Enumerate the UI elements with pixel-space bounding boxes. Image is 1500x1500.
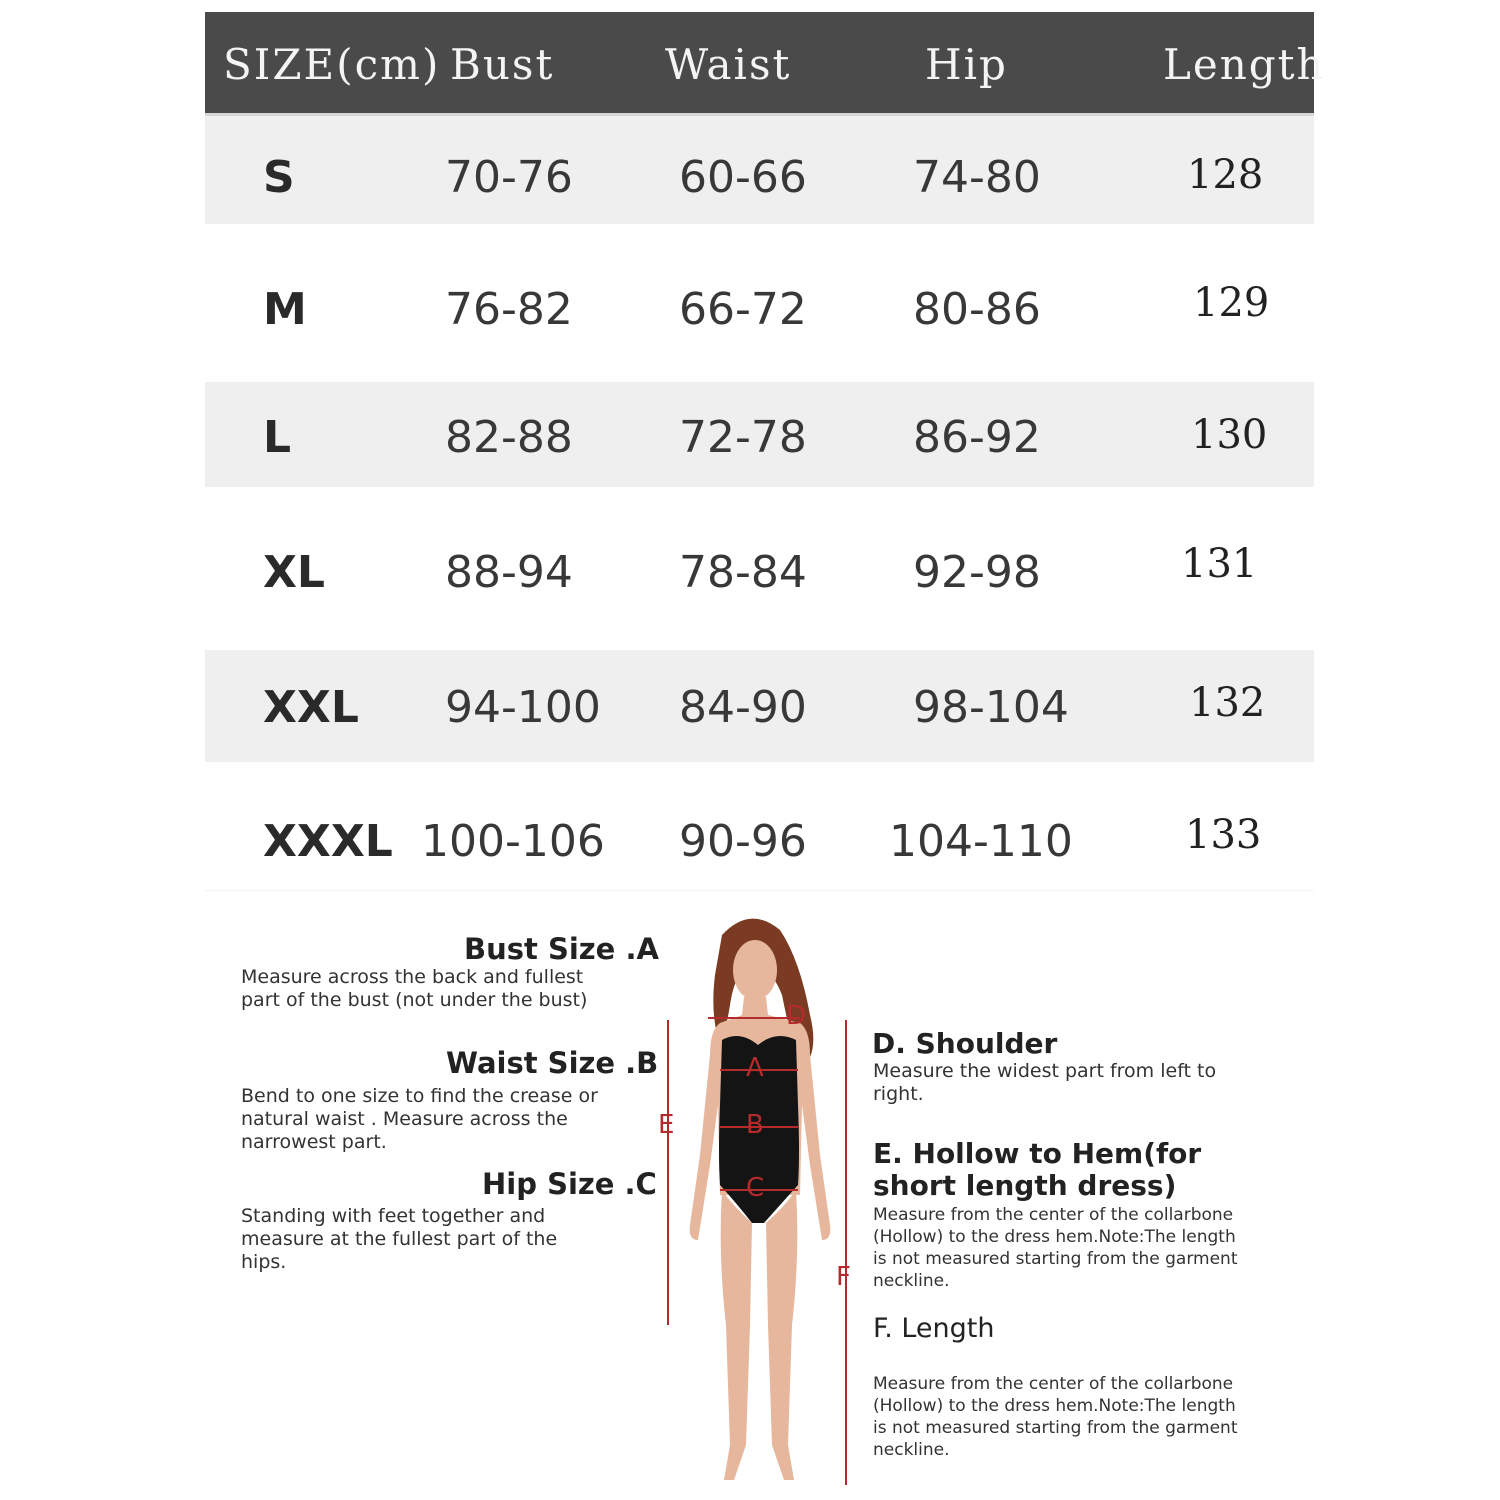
bust-cell: 88-94 [445, 547, 573, 598]
desc-line: Measure from the center of the collarbone [873, 1374, 1234, 1394]
size-cell: M [263, 284, 307, 335]
table-row [205, 487, 1314, 650]
bust-size-desc [241, 966, 587, 1012]
bust-cell: 100-106 [421, 816, 605, 867]
length-cell: 130 [1191, 412, 1268, 458]
bust-cell: 70-76 [445, 152, 573, 203]
length-cell: 131 [1181, 541, 1258, 587]
length-cell: 133 [1185, 812, 1262, 858]
title-line: short length dress) [873, 1169, 1177, 1202]
desc-line: right. [873, 1083, 924, 1105]
marker-c: C [746, 1173, 765, 1203]
table-row [205, 762, 1314, 891]
marker-f: F [836, 1262, 851, 1292]
desc-line: is not measured starting from the garment [873, 1249, 1238, 1269]
desc-line: hips. [241, 1251, 287, 1273]
desc-line: (Hollow) to the dress hem.Note:The length [873, 1396, 1236, 1416]
desc-line: Measure the widest part from left to [873, 1060, 1217, 1082]
shoulder-title: D. Shoulder [872, 1027, 1058, 1060]
desc-line: is not measured starting from the garment [873, 1418, 1238, 1438]
length-title: F. Length [873, 1313, 995, 1344]
waist-cell: 84-90 [679, 682, 807, 733]
table-row [205, 382, 1314, 487]
waist-cell: 72-78 [679, 412, 807, 463]
header-hip: Hip [925, 40, 1008, 89]
hollow-to-hem-desc [873, 1204, 1237, 1292]
hip-cell: 92-98 [913, 547, 1041, 598]
hip-cell: 104-110 [889, 816, 1073, 867]
header-size: SIZE(cm) [223, 40, 441, 89]
waist-size-desc [241, 1085, 598, 1154]
desc-line: Measure across the back and fullest [241, 966, 584, 988]
size-cell: S [263, 152, 295, 203]
bust-cell: 94-100 [445, 682, 601, 733]
desc-line: Measure from the center of the collarbone [873, 1205, 1234, 1225]
model-figure [660, 905, 860, 1495]
marker-e: E [658, 1110, 675, 1140]
header-length: Length [1163, 40, 1326, 89]
hip-cell: 80-86 [913, 284, 1041, 335]
waist-cell: 60-66 [679, 152, 807, 203]
desc-line: narrowest part. [241, 1131, 387, 1153]
desc-line: Bend to one size to find the crease or [241, 1085, 598, 1107]
table-row [205, 116, 1314, 224]
hip-size-desc [241, 1205, 557, 1274]
length-desc [873, 1373, 1237, 1461]
hip-size-title: Hip Size .C [482, 1167, 657, 1201]
title-line: E. Hollow to Hem(for [873, 1137, 1202, 1170]
desc-line: Standing with feet together and [241, 1205, 546, 1227]
bust-size-title: Bust Size .A [464, 932, 659, 966]
table-row [205, 650, 1314, 762]
hip-cell: 74-80 [913, 152, 1041, 203]
waist-cell: 66-72 [679, 284, 807, 335]
length-cell: 132 [1189, 680, 1266, 726]
desc-line: part of the bust (not under the bust) [241, 989, 588, 1011]
waist-cell: 78-84 [679, 547, 807, 598]
length-cell: 129 [1193, 280, 1270, 326]
table-header [205, 12, 1326, 116]
waist-size-title: Waist Size .B [446, 1046, 659, 1080]
desc-line: natural waist . Measure across the [241, 1108, 568, 1130]
hollow-to-hem-title [873, 1138, 1201, 1202]
marker-d: D [786, 1001, 807, 1031]
size-cell: XL [263, 547, 325, 598]
desc-line: measure at the fullest part of the [241, 1228, 558, 1250]
waist-cell: 90-96 [679, 816, 807, 867]
hip-cell: 86-92 [913, 412, 1041, 463]
length-cell: 128 [1187, 152, 1264, 198]
size-cell: L [263, 412, 292, 463]
table-row [205, 224, 1314, 382]
size-chart-table [205, 12, 1326, 891]
header-bust: Bust [450, 40, 555, 89]
desc-line: (Hollow) to the dress hem.Note:The length [873, 1227, 1236, 1247]
desc-line: neckline. [873, 1271, 950, 1291]
bust-cell: 82-88 [445, 412, 573, 463]
hip-cell: 98-104 [913, 682, 1069, 733]
header-waist: Waist [665, 40, 792, 89]
bust-cell: 76-82 [445, 284, 573, 335]
size-cell: XXXL [263, 816, 393, 867]
marker-a: A [746, 1053, 764, 1083]
shoulder-desc [873, 1060, 1216, 1106]
size-cell: XXL [263, 682, 359, 733]
desc-line: neckline. [873, 1440, 950, 1460]
marker-b: B [746, 1110, 764, 1140]
